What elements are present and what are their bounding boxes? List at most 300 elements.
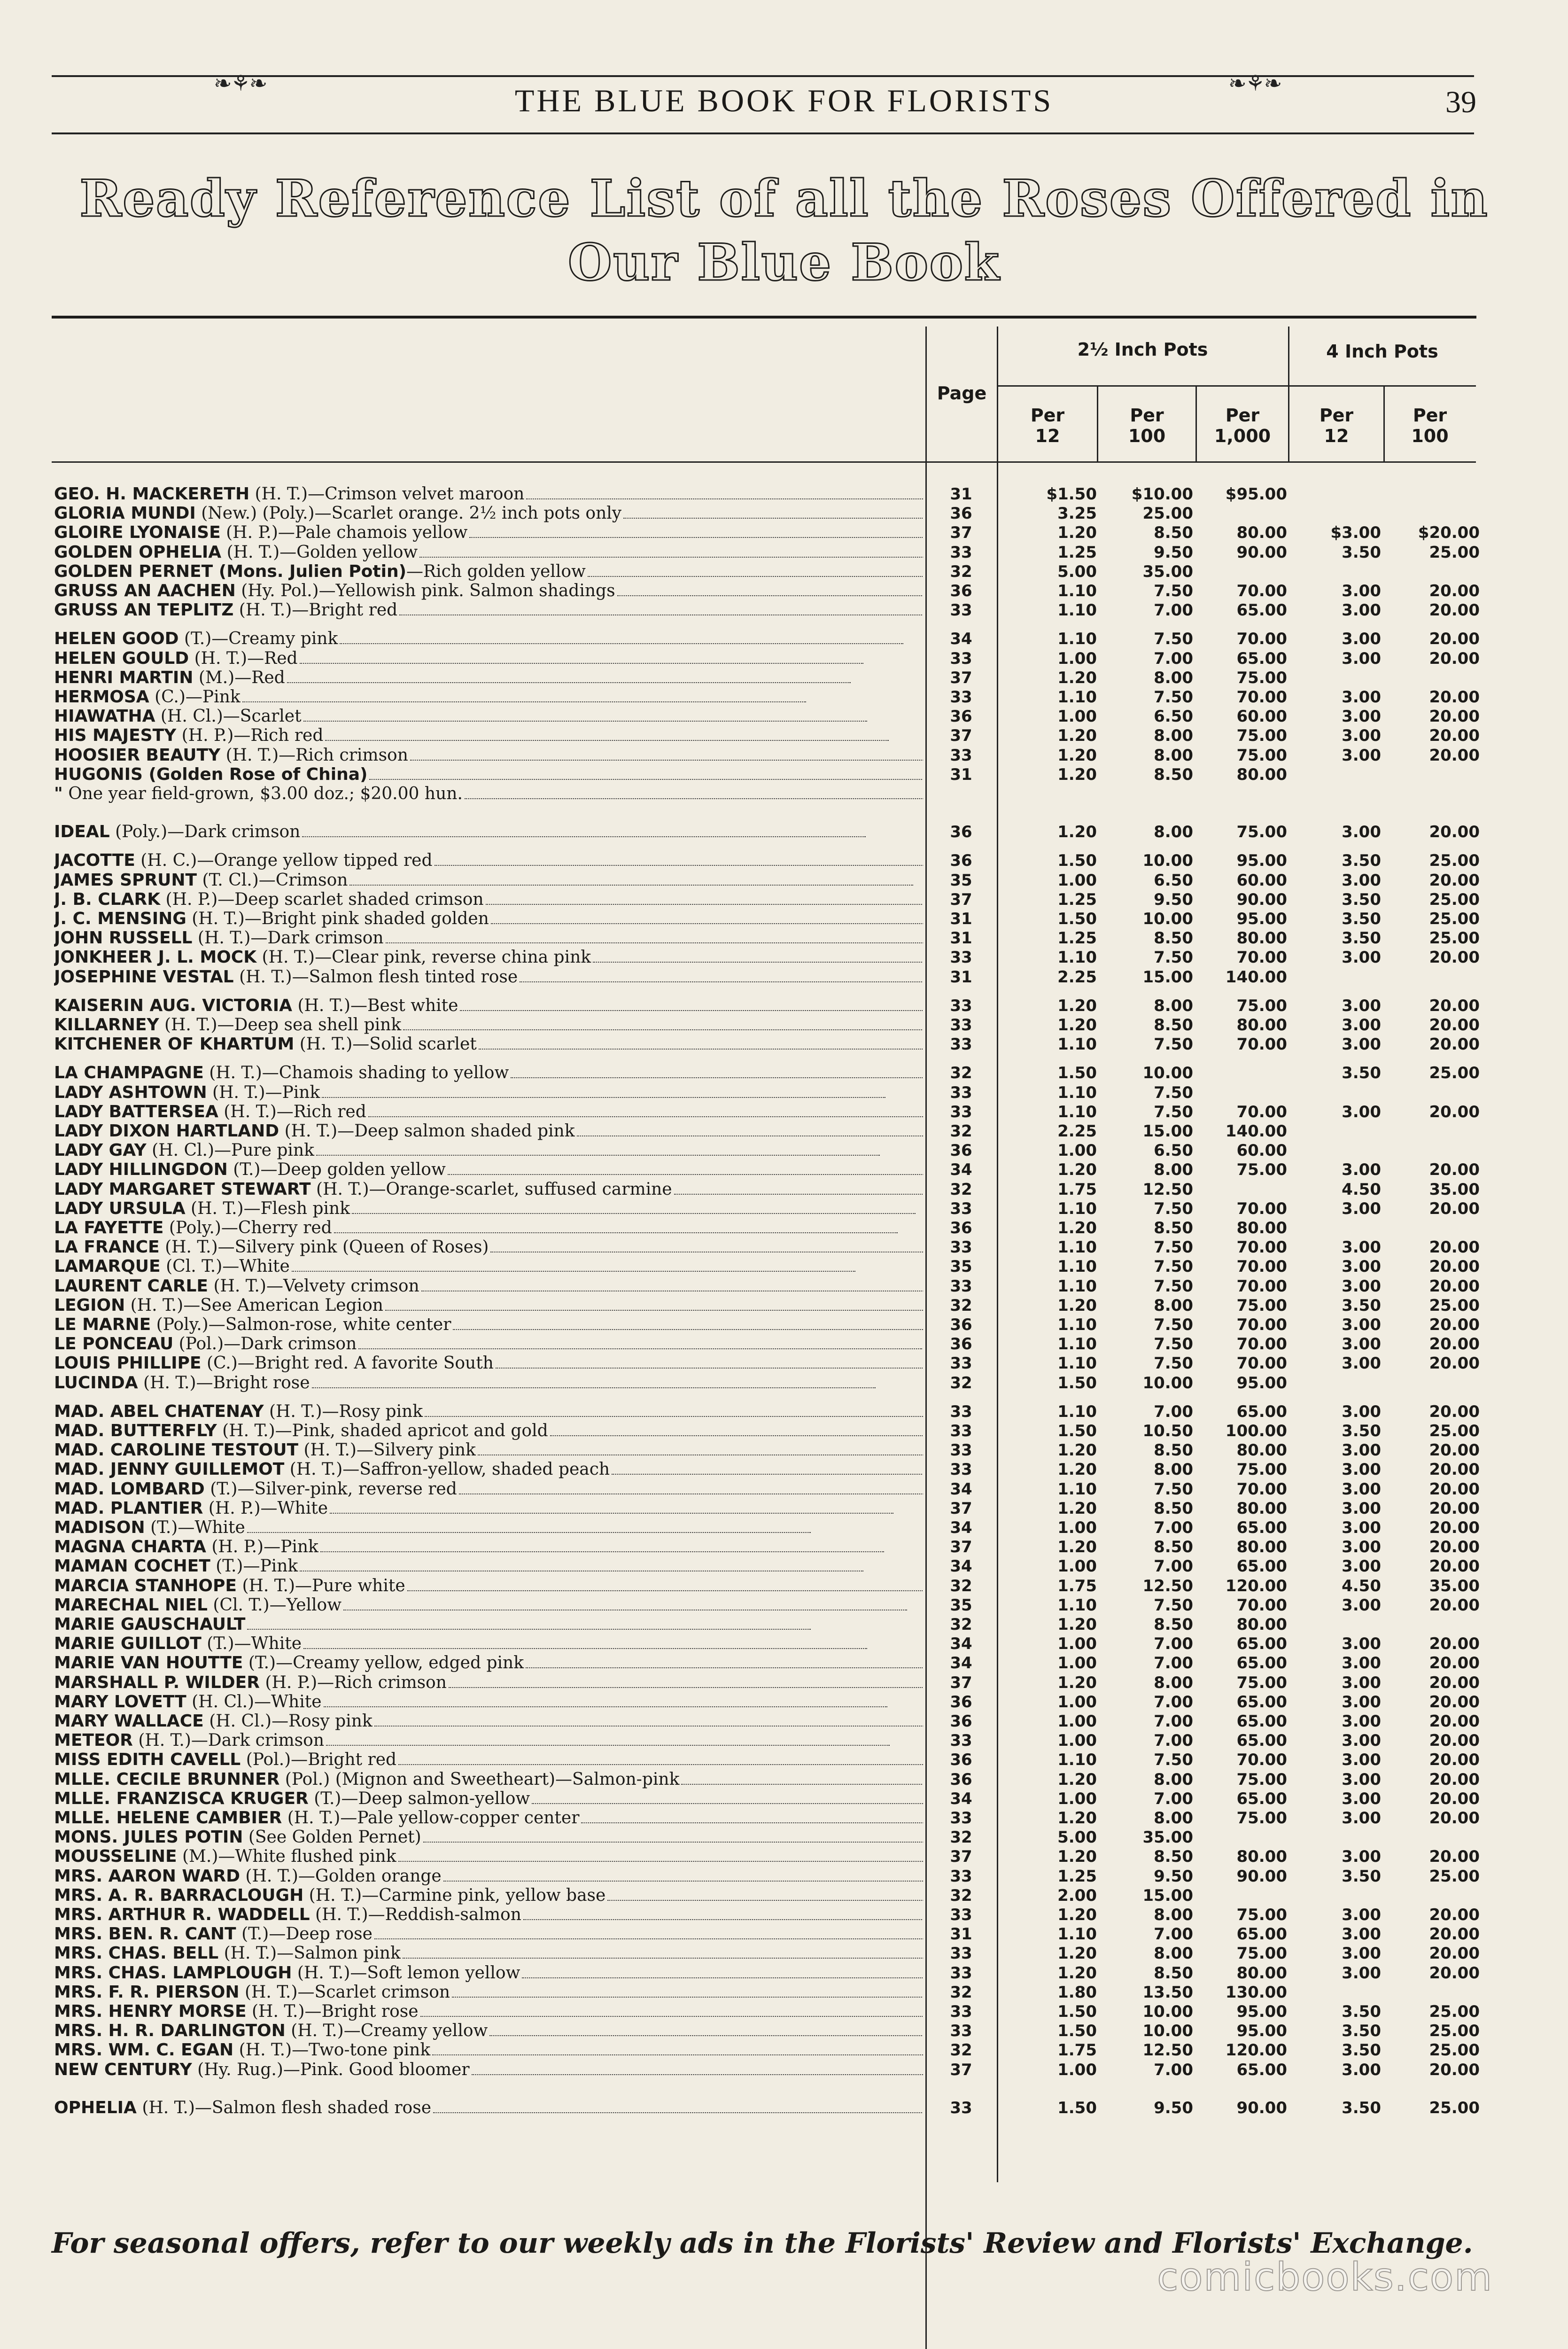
price-small-per-1000: 75.00: [1236, 1160, 1287, 1179]
table-row: [0, 765, 1568, 784]
price-small-per-100: 7.50: [1154, 1257, 1193, 1276]
price-small-per-12: 1.20: [1057, 1441, 1097, 1460]
price-small-per-100: 10.00: [1142, 2002, 1193, 2021]
price-large-per-12: 3.50: [1342, 2041, 1381, 2060]
price-small-per-1000: 80.00: [1236, 1847, 1287, 1866]
table-row: [0, 1983, 1568, 2002]
rose-name: [54, 1538, 923, 1556]
price-small-per-1000: 80.00: [1236, 1016, 1287, 1034]
price-large-per-100: 20.00: [1429, 1402, 1480, 1421]
rose-variety: LADY HILLINGDON: [54, 1160, 228, 1179]
rose-name: [54, 1615, 923, 1634]
rose-name: [54, 1016, 923, 1034]
price-small-per-1000: 80.00: [1236, 1538, 1287, 1556]
page-ref: 34: [950, 630, 972, 648]
table-row: [0, 2002, 1568, 2021]
price-small-per-12: 1.75: [1057, 1180, 1097, 1199]
price-small-per-12: 1.50: [1057, 2099, 1097, 2117]
rose-description: (Poly.)—Dark crimson: [109, 823, 301, 841]
price-small-per-100: [1102, 785, 1193, 803]
rose-description: (C.)—Pink: [149, 688, 241, 707]
table-row: [0, 785, 1568, 803]
price-small-per-12: 1.00: [1057, 649, 1097, 668]
price-small-per-100: 7.50: [1154, 1480, 1193, 1499]
price-small-per-1000: 70.00: [1236, 1315, 1287, 1334]
page-ref: 37: [950, 726, 972, 745]
price-small-per-100: 10.00: [1142, 910, 1193, 928]
page-ref: 36: [950, 823, 972, 841]
price-small-per-100: 6.50: [1154, 1141, 1193, 1160]
price-small-per-100: 7.50: [1154, 1035, 1193, 1054]
rose-name: [54, 871, 923, 890]
rose-description: (H. T.)—Rich red: [218, 1103, 366, 1121]
col-header-large-per-12: Per 12: [1319, 405, 1354, 446]
price-small-per-1000: 65.00: [1236, 1693, 1287, 1711]
rose-description: (H. T.)—Dark crimson: [132, 1731, 325, 1750]
table-row: [0, 630, 1568, 648]
rose-description: (H. T.)—Rosy pink: [264, 1402, 423, 1421]
page-ref: 35: [950, 1257, 972, 1276]
dot-leader: [607, 1896, 923, 1901]
dot-leader: [612, 1470, 923, 1475]
page-ref: 33: [950, 1867, 972, 1886]
price-large-per-100: [1386, 1886, 1480, 1905]
table-row: [0, 746, 1568, 765]
price-small-per-12: 1.10: [1057, 601, 1097, 620]
price-small-per-12: 5.00: [1057, 562, 1097, 581]
price-small-per-1000: 75.00: [1236, 1460, 1287, 1479]
rose-description: (H. T.)—Rich crimson: [220, 746, 408, 765]
price-small-per-100: 7.00: [1154, 1402, 1193, 1421]
rose-variety: MRS. H. R. DARLINGTON: [54, 2022, 286, 2040]
rose-variety: HIAWATHA: [54, 707, 155, 726]
rose-description: (M.)—White flushed pink: [177, 1847, 396, 1866]
price-large-per-12: 3.00: [1342, 1480, 1381, 1499]
price-large-per-12: 3.00: [1342, 871, 1381, 890]
price-small-per-100: 8.00: [1154, 669, 1193, 687]
price-large-per-12: 3.00: [1342, 582, 1381, 600]
price-small-per-1000: 70.00: [1236, 948, 1287, 967]
rose-variety: MRS. AARON WARD: [54, 1867, 240, 1886]
dot-leader: [674, 1190, 923, 1195]
price-small-per-100: 25.00: [1142, 504, 1193, 523]
price-small-per-1000: 65.00: [1236, 1557, 1287, 1576]
rose-description: (H. T.)—Bright pink shaded golden: [186, 910, 489, 928]
price-small-per-12: 1.50: [1057, 1422, 1097, 1440]
price-small-per-100: 8.00: [1154, 1296, 1193, 1315]
price-large-per-12: 3.00: [1342, 1199, 1381, 1218]
price-small-per-12: 1.80: [1057, 1983, 1097, 2002]
page-ref: 31: [950, 910, 972, 928]
page-ref: 33: [950, 1964, 972, 1983]
price-large-per-100: 20.00: [1429, 726, 1480, 745]
table-row: [0, 1277, 1568, 1296]
page-ref: [928, 785, 994, 803]
price-small-per-12: 1.20: [1057, 1538, 1097, 1556]
price-small-per-12: 1.00: [1057, 871, 1097, 890]
price-small-per-12: 1.10: [1057, 582, 1097, 600]
price-small-per-12: 1.10: [1057, 1257, 1097, 1276]
price-large-per-12: $3.00: [1330, 523, 1381, 542]
price-large-per-12: 3.00: [1342, 1035, 1381, 1054]
rose-name: [54, 523, 923, 542]
rose-variety: GLOIRE LYONAISE: [54, 523, 221, 542]
table-row: [0, 1257, 1568, 1276]
page-ref: 31: [950, 929, 972, 948]
price-large-per-100: [1386, 785, 1480, 803]
price-small-per-100: 8.00: [1154, 1673, 1193, 1692]
table-row: [0, 601, 1568, 620]
price-large-per-100: 20.00: [1429, 2061, 1480, 2079]
table-row: [0, 1654, 1568, 1672]
page-ref: 33: [950, 1016, 972, 1034]
price-large-per-100: 20.00: [1429, 1441, 1480, 1460]
rose-name: [54, 1315, 923, 1334]
price-small-per-1000: 65.00: [1236, 1925, 1287, 1944]
price-small-per-1000: 70.00: [1236, 1257, 1287, 1276]
table-row: [0, 1577, 1568, 1595]
rose-name: [54, 1906, 923, 1924]
page-ref: 33: [950, 601, 972, 620]
price-large-per-12: [1296, 1141, 1381, 1160]
dot-leader: [398, 1857, 923, 1862]
price-small-per-12: 1.50: [1057, 851, 1097, 870]
price-small-per-1000: 65.00: [1236, 1402, 1287, 1421]
rose-description: (H. T.)—Velvety crimson: [208, 1277, 419, 1296]
price-large-per-100: 25.00: [1429, 1296, 1480, 1315]
table-row: [0, 726, 1568, 745]
rose-description: (H. T.)—See American Legion: [125, 1296, 383, 1315]
rose-description: (M.)—Red: [193, 669, 285, 687]
price-large-per-12: [1296, 1083, 1381, 1102]
table-row: [0, 929, 1568, 948]
price-small-per-12: 1.20: [1057, 1219, 1097, 1237]
table-row: [0, 996, 1568, 1015]
rose-variety: LA FAYETTE: [54, 1219, 164, 1237]
rose-name: [54, 688, 923, 707]
page-number: 39: [1445, 85, 1476, 119]
price-small-per-1000: 70.00: [1236, 1480, 1287, 1499]
table-row: [0, 1770, 1568, 1789]
page-ref: 34: [950, 1518, 972, 1537]
table-row: [0, 2022, 1568, 2040]
rose-variety: MRS. ARTHUR R. WADDELL: [54, 1906, 310, 1924]
price-small-per-100: 7.50: [1154, 1083, 1193, 1102]
rose-description: (H. P.)—Pale chamois yellow: [220, 523, 468, 542]
rose-name: [54, 504, 923, 523]
rose-variety: MRS. BEN. R. CANT: [54, 1925, 236, 1944]
table-row: [0, 890, 1568, 909]
rose-variety: LAMARQUE: [54, 1257, 161, 1276]
table-row: [0, 669, 1568, 687]
table-row: [0, 582, 1568, 600]
page-ref: 32: [950, 1374, 972, 1392]
price-small-per-12: 1.50: [1057, 1064, 1097, 1082]
price-large-per-100: 20.00: [1429, 1809, 1480, 1828]
price-small-per-1000: 140.00: [1225, 1122, 1287, 1141]
price-small-per-1000: 70.00: [1236, 1277, 1287, 1296]
price-small-per-100: 7.50: [1154, 948, 1193, 967]
rose-variety: MOUSSELINE: [54, 1847, 177, 1866]
price-large-per-100: 20.00: [1429, 630, 1480, 648]
table-row: [0, 504, 1568, 523]
page-ref: 34: [950, 1654, 972, 1672]
rose-description: (Pol.)—Bright red: [241, 1750, 397, 1769]
rose-variety: LEGION: [54, 1296, 125, 1315]
price-small-per-100: 35.00: [1142, 562, 1193, 581]
dot-leader: [349, 881, 913, 886]
dot-leader: [617, 591, 923, 596]
price-small-per-12: 2.25: [1057, 1122, 1097, 1141]
page-ref: 36: [950, 1219, 972, 1237]
dot-leader: [496, 1364, 923, 1369]
page-ref: 32: [950, 1064, 972, 1082]
price-large-per-100: 20.00: [1429, 1596, 1480, 1615]
dot-leader: [593, 958, 923, 963]
rose-description: (H. T.)—Soft lemon yellow: [292, 1964, 520, 1983]
table-row: [0, 948, 1568, 967]
price-small-per-1000: 80.00: [1236, 1219, 1287, 1237]
price-large-per-12: 3.00: [1342, 746, 1381, 765]
rose-name: [54, 1518, 923, 1537]
price-large-per-12: [1296, 1886, 1381, 1905]
price-small-per-12: 1.10: [1057, 1103, 1097, 1121]
price-large-per-12: 3.00: [1342, 823, 1381, 841]
table-row: [0, 2099, 1568, 2117]
price-small-per-100: 13.50: [1142, 1983, 1193, 2002]
price-large-per-100: 20.00: [1429, 1016, 1480, 1034]
dot-leader: [242, 698, 806, 702]
watermark: comicbooks.com: [1157, 2255, 1493, 2300]
price-small-per-100: 8.50: [1154, 1016, 1193, 1034]
price-large-per-100: 20.00: [1429, 688, 1480, 707]
page-ref: 33: [950, 1906, 972, 1924]
price-large-per-12: 3.50: [1342, 2002, 1381, 2021]
price-small-per-100: 7.00: [1154, 1693, 1193, 1711]
price-large-per-100: [1386, 1983, 1480, 2002]
rose-name: [54, 1441, 923, 1460]
header-rule-bottom: [52, 132, 1474, 134]
table-row: [0, 1809, 1568, 1828]
price-large-per-100: [1386, 968, 1480, 987]
price-small-per-1000: 80.00: [1236, 1964, 1287, 1983]
rose-description: (H. T.)—Silvery pink: [298, 1441, 476, 1460]
rose-description: (Pol.) (Mignon and Sweetheart)—Salmon-pink: [279, 1770, 680, 1789]
page-ref: 31: [950, 765, 972, 784]
price-small-per-100: 7.00: [1154, 2061, 1193, 2079]
price-small-per-100: 10.00: [1142, 1374, 1193, 1392]
price-small-per-12: 1.10: [1057, 1402, 1097, 1421]
price-small-per-12: 1.00: [1057, 1557, 1097, 1576]
price-large-per-12: 3.00: [1342, 1712, 1381, 1731]
price-small-per-12: 1.50: [1057, 2022, 1097, 2040]
table-row: [0, 1731, 1568, 1750]
rose-description: (T.)—Silver-pink, reverse red: [204, 1480, 457, 1499]
page-ref: 33: [950, 1238, 972, 1257]
price-large-per-100: 25.00: [1429, 2099, 1480, 2117]
price-small-per-1000: 75.00: [1236, 996, 1287, 1015]
rose-name: [54, 1731, 923, 1750]
price-large-per-100: 20.00: [1429, 582, 1480, 600]
price-large-per-12: [1296, 1828, 1381, 1847]
rose-variety: GRUSS AN TEPLITZ: [54, 601, 234, 620]
dot-leader: [526, 1664, 923, 1668]
rose-description: (H. C.)—Orange yellow tipped red: [135, 851, 433, 870]
rose-description: (H. T.)—Chamois shading to yellow: [203, 1064, 509, 1082]
price-large-per-100: 20.00: [1429, 823, 1480, 841]
page-ref: 37: [950, 1499, 972, 1518]
page-title: [0, 167, 1568, 295]
price-small-per-100: 8.50: [1154, 1964, 1193, 1983]
dot-leader: [300, 1567, 863, 1571]
rose-variety: JACOTTE: [54, 851, 135, 870]
price-small-per-1000: 65.00: [1236, 1712, 1287, 1731]
price-small-per-1000: 80.00: [1236, 523, 1287, 542]
price-large-per-100: 25.00: [1429, 1422, 1480, 1440]
price-small-per-100: 9.50: [1154, 1867, 1193, 1886]
rose-variety: LE PONCEAU: [54, 1335, 174, 1353]
price-large-per-100: [1386, 1083, 1480, 1102]
rose-name: [54, 1141, 923, 1160]
price-small-per-100: 8.50: [1154, 1538, 1193, 1556]
price-small-per-12: 1.20: [1057, 996, 1097, 1015]
rose-name: [54, 649, 923, 668]
rose-description: (T.)—White: [201, 1634, 302, 1653]
rose-variety: HUGONIS (Golden Rose of China): [54, 765, 368, 784]
price-small-per-1000: 100.00: [1225, 1422, 1287, 1440]
rose-name: [54, 630, 923, 648]
page-ref: 32: [950, 1983, 972, 2002]
price-large-per-12: 4.50: [1342, 1180, 1381, 1199]
price-large-per-100: 20.00: [1429, 948, 1480, 967]
rose-variety: LADY URSULA: [54, 1199, 186, 1218]
page-title-line-2: Our Blue Book: [567, 233, 1001, 292]
rose-variety: GLORIA MUNDI: [54, 504, 196, 523]
rose-name: [54, 1596, 923, 1615]
price-small-per-12: 1.20: [1057, 746, 1097, 765]
price-large-per-100: 20.00: [1429, 1480, 1480, 1499]
price-small-per-100: 7.00: [1154, 1731, 1193, 1750]
page-ref: 34: [950, 1634, 972, 1653]
price-large-per-100: 20.00: [1429, 1847, 1480, 1866]
rose-name: [54, 543, 923, 562]
dot-leader: [316, 1151, 880, 1156]
rose-description: (H. Cl.)—Scarlet: [155, 707, 302, 726]
price-small-per-1000: 65.00: [1236, 1731, 1287, 1750]
page-ref: 33: [950, 1199, 972, 1218]
rose-description: (H. T.)—Clear pink, reverse china pink: [256, 948, 591, 967]
dot-leader: [490, 1248, 923, 1252]
rose-description: (H. P.)—Pink: [206, 1538, 318, 1556]
page-ref: 33: [950, 2099, 972, 2117]
price-large-per-100: $20.00: [1418, 523, 1480, 542]
price-small-per-100: 35.00: [1142, 1828, 1193, 1847]
price-small-per-100: 7.50: [1154, 630, 1193, 648]
price-small-per-1000: 65.00: [1236, 1789, 1287, 1808]
table-row: [0, 1219, 1568, 1237]
dot-leader: [386, 939, 923, 943]
dot-leader: [453, 1325, 923, 1330]
price-large-per-100: 20.00: [1429, 1964, 1480, 1983]
price-large-per-12: 3.00: [1342, 726, 1381, 745]
price-small-per-1000: 65.00: [1236, 601, 1287, 620]
header-ornament-right-icon: ❧⚘❧: [1228, 70, 1281, 96]
rose-variety: NEW CENTURY: [54, 2061, 192, 2079]
rose-variety: HOOSIER BEAUTY: [54, 746, 221, 765]
dot-leader: [398, 1760, 923, 1765]
price-small-per-1000: 75.00: [1236, 1296, 1287, 1315]
price-small-per-1000: [1200, 504, 1287, 523]
price-small-per-12: 5.00: [1057, 1828, 1097, 1847]
dot-leader: [325, 736, 889, 741]
price-small-per-1000: 95.00: [1236, 910, 1287, 928]
price-large-per-100: 25.00: [1429, 1064, 1480, 1082]
rose-variety: MRS. HENRY MORSE: [54, 2002, 247, 2021]
rose-name: [54, 601, 923, 620]
col-header-small-per-1000: Per 1,000: [1214, 405, 1271, 446]
col-header-small-per-100: Per 100: [1128, 405, 1166, 446]
price-small-per-12: 1.20: [1057, 823, 1097, 841]
table-row: [0, 1035, 1568, 1054]
rose-name: [54, 1693, 923, 1711]
page-ref: 36: [950, 707, 972, 726]
price-large-per-100: 25.00: [1429, 2022, 1480, 2040]
price-large-per-100: 20.00: [1429, 1160, 1480, 1179]
rose-description: (H. T.)—Bright red: [233, 601, 398, 620]
dot-leader: [287, 678, 851, 683]
rose-variety: HIS MAJESTY: [54, 726, 177, 745]
table-row: [0, 1441, 1568, 1460]
page-ref: 36: [950, 582, 972, 600]
rose-name: [54, 562, 923, 581]
rose-name: [54, 1257, 923, 1276]
price-small-per-1000: 70.00: [1236, 582, 1287, 600]
rose-variety: MRS. A. R. BARRACLOUGH: [54, 1886, 304, 1905]
price-large-per-100: 20.00: [1429, 1199, 1480, 1218]
price-large-per-100: 20.00: [1429, 1750, 1480, 1769]
price-small-per-12: 1.10: [1057, 1750, 1097, 1769]
rose-name: [54, 1499, 923, 1518]
dot-leader: [420, 2012, 923, 2017]
price-small-per-12: 1.25: [1057, 890, 1097, 909]
price-small-per-100: 7.00: [1154, 1925, 1193, 1944]
table-row: [0, 649, 1568, 668]
rose-variety: MARIE VAN HOUTTE: [54, 1654, 243, 1672]
dot-leader: [374, 1722, 923, 1727]
page-ref: 32: [950, 1122, 972, 1141]
price-small-per-1000: 95.00: [1236, 2022, 1287, 2040]
price-large-per-100: 25.00: [1429, 2002, 1480, 2021]
dot-leader: [550, 1431, 923, 1436]
price-small-per-100: 9.50: [1154, 2099, 1193, 2117]
rose-name: [54, 1219, 923, 1237]
price-large-per-12: 3.00: [1342, 1315, 1381, 1334]
rose-variety: MAD. PLANTIER: [54, 1499, 203, 1518]
price-small-per-1000: 120.00: [1225, 1577, 1287, 1595]
rose-variety: LA CHAMPAGNE: [54, 1064, 204, 1082]
price-small-per-1000: 75.00: [1236, 726, 1287, 745]
rose-name: [54, 1160, 923, 1179]
rose-description: (H. T.)—Pale yellow-copper center: [282, 1809, 580, 1828]
price-small-per-12: 1.10: [1057, 1199, 1097, 1218]
rose-name: [54, 1422, 923, 1440]
page-ref: 32: [950, 1296, 972, 1315]
rose-description: (H. T.)—Pure white: [237, 1577, 405, 1595]
price-large-per-100: 20.00: [1429, 1103, 1480, 1121]
price-large-per-12: 3.50: [1342, 1064, 1381, 1082]
price-large-per-12: [1296, 785, 1381, 803]
rose-variety: KAISERIN AUG. VICTORIA: [54, 996, 293, 1015]
